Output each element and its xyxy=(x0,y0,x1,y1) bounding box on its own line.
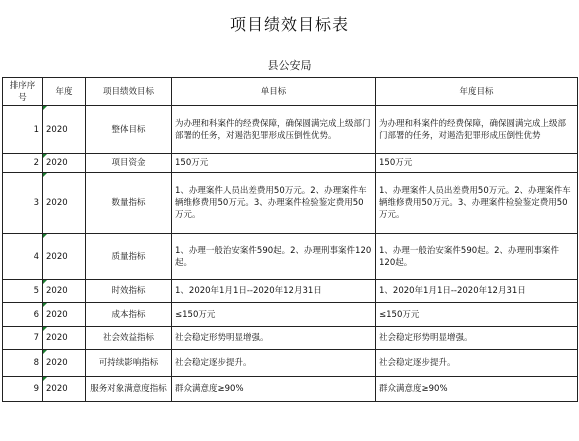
header-year[interactable]: 年度 xyxy=(43,78,86,106)
year-value: 2020 xyxy=(46,124,68,135)
cell-marker-icon xyxy=(43,327,47,331)
cell-marker-icon xyxy=(43,154,47,158)
single-goal-cell[interactable]: 150万元 xyxy=(172,154,376,173)
indicator-cell[interactable]: 成本指标 xyxy=(86,303,172,327)
indicator-cell[interactable]: 整体目标 xyxy=(86,106,172,154)
year-cell[interactable] xyxy=(43,106,86,154)
year-value: 2020 xyxy=(46,309,68,320)
cell-marker-icon xyxy=(43,303,47,307)
table-row xyxy=(3,154,578,173)
header-seq[interactable]: 排序序号 xyxy=(3,78,43,106)
indicator-cell[interactable]: 服务对象满意度指标 xyxy=(86,377,172,402)
year-cell[interactable] xyxy=(43,154,86,173)
seq-cell[interactable]: 6 xyxy=(3,303,43,327)
year-value: 2020 xyxy=(46,384,68,394)
annual-goal-cell[interactable]: 社会稳定形势明显增强。 xyxy=(376,327,578,350)
table-row xyxy=(3,234,578,280)
table-row xyxy=(3,106,578,154)
seq-cell[interactable]: 9 xyxy=(3,377,43,402)
header-row xyxy=(3,78,578,106)
table-row xyxy=(3,327,578,350)
year-cell[interactable] xyxy=(43,350,86,377)
single-goal-cell[interactable]: 1、办理案件人员出差费用50万元。2、办理案件车辆维修费用50万元。3、办理案件检验鉴定费用50万元。 xyxy=(172,173,376,234)
indicator-cell[interactable]: 数量指标 xyxy=(86,173,172,234)
page-title: 项目绩效目标表 xyxy=(229,15,349,34)
cell-marker-icon xyxy=(43,280,47,284)
annual-goal-cell[interactable]: 150万元 xyxy=(376,154,578,173)
annual-goal-cell[interactable]: 1、办理案件人员出差费用50万元。2、办理案件车辆维修费用50万元。3、办理案件检验鉴定费用50万元。 xyxy=(376,173,578,234)
table-row xyxy=(3,350,578,377)
year-value: 2020 xyxy=(46,333,68,343)
annual-goal-cell[interactable]: 群众满意度≥90% xyxy=(376,377,578,402)
annual-goal-cell[interactable]: 1、办理一般治安案件590起。2、办理刑事案件120起。 xyxy=(376,234,578,280)
cell-marker-icon xyxy=(43,173,47,177)
annual-goal-cell[interactable]: 社会稳定逐步提升。 xyxy=(376,350,578,377)
year-cell[interactable] xyxy=(43,173,86,234)
annual-goal-cell[interactable]: 为办理和科案件的经费保障，确保圆满完成上级部门部署的任务，对遏浩犯罪形成压倒性优势 xyxy=(376,106,578,154)
table-row xyxy=(3,377,578,402)
single-goal-cell[interactable]: 1、2020年1月1日--2020年12月31日 xyxy=(172,280,376,303)
single-goal-cell[interactable]: ≤150万元 xyxy=(172,303,376,327)
cell-marker-icon xyxy=(43,377,47,381)
table-row xyxy=(3,280,578,303)
single-goal-cell[interactable]: 社会稳定形势明显增强。 xyxy=(172,327,376,350)
single-goal-cell[interactable]: 社会稳定逐步提升。 xyxy=(172,350,376,377)
indicator-cell[interactable]: 质量指标 xyxy=(86,234,172,280)
seq-cell[interactable]: 7 xyxy=(3,327,43,350)
single-goal-cell[interactable]: 群众满意度≥90% xyxy=(172,377,376,402)
cell-marker-icon xyxy=(43,234,47,238)
year-cell[interactable] xyxy=(43,234,86,280)
indicator-cell[interactable]: 时效指标 xyxy=(86,280,172,303)
seq-cell[interactable]: 3 xyxy=(3,173,43,234)
performance-table xyxy=(2,77,578,402)
year-value: 2020 xyxy=(46,286,68,296)
cell-marker-icon xyxy=(43,106,47,110)
cell-marker-icon xyxy=(43,350,47,354)
single-goal-cell[interactable]: 1、办理一般治安案件590起。2、办理刑事案件120起。 xyxy=(172,234,376,280)
header-annual-goal[interactable]: 年度目标 xyxy=(376,78,578,106)
year-cell[interactable] xyxy=(43,327,86,350)
indicator-cell[interactable]: 社会效益指标 xyxy=(86,327,172,350)
year-cell[interactable] xyxy=(43,377,86,402)
year-value: 2020 xyxy=(46,198,68,208)
year-value: 2020 xyxy=(46,251,68,262)
header-single-goal[interactable]: 单目标 xyxy=(172,78,376,106)
seq-cell[interactable]: 8 xyxy=(3,350,43,377)
table-row xyxy=(3,173,578,234)
year-cell[interactable] xyxy=(43,280,86,303)
year-cell[interactable] xyxy=(43,303,86,327)
seq-cell[interactable]: 5 xyxy=(3,280,43,303)
seq-cell[interactable]: 1 xyxy=(3,106,43,154)
seq-cell[interactable]: 2 xyxy=(3,154,43,173)
year-value: 2020 xyxy=(46,158,68,168)
indicator-cell[interactable]: 可持续影响指标 xyxy=(86,350,172,377)
department-name: 县公安局 xyxy=(267,59,312,72)
annual-goal-cell[interactable]: 1、2020年1月1日--2020年12月31日 xyxy=(376,280,578,303)
table-row xyxy=(3,303,578,327)
single-goal-cell[interactable]: 为办理和科案件的经费保障，确保圆满完成上级部门部署的任务，对遏浩犯罪形成压倒性优势。 xyxy=(172,106,376,154)
annual-goal-cell[interactable]: ≤150万元 xyxy=(376,303,578,327)
seq-cell[interactable]: 4 xyxy=(3,234,43,280)
header-indicator[interactable]: 项目绩效目标 xyxy=(86,78,172,106)
indicator-cell[interactable]: 项目资金 xyxy=(86,154,172,173)
year-value: 2020 xyxy=(46,358,68,368)
